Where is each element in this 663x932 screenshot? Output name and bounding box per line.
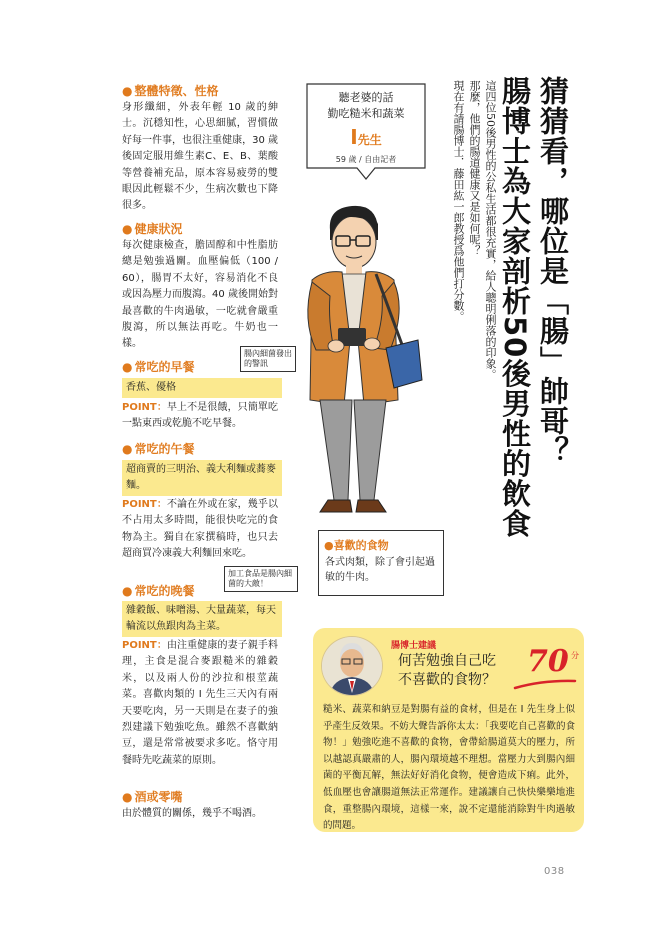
lunch-point: [122, 497, 278, 563]
advice-label: 腸博士建議: [391, 641, 437, 651]
features-text: 身形纖細，外表年輕 10 歲的紳士。沉穩知性，心思細膩，習慣做好每一件事，也很注重健康，30 歲後固定服用維生素C、E、B、葉酸等營養補充品，原本容易疲勞的雙眼因此輕鬆不少，生病次數也下降很多。: [122, 102, 278, 212]
favorite-food-text: 各式肉類，除了會引起過敏的牛肉。: [325, 557, 435, 583]
features-heading: ● 整體特徵、性格: [122, 84, 219, 98]
dinner-heading: ● 常吃的晚餐: [122, 584, 195, 598]
lunch-highlight: 超商賣的三明治、義大利麵或蕎麥麵。: [122, 460, 282, 496]
profile-age-job: 59 歲 / 自由記者: [335, 155, 397, 164]
page-title: [496, 76, 572, 596]
drinks-heading: ● 酒或零嘴: [122, 790, 183, 804]
breakfast-point: [122, 400, 278, 433]
page-number: 038: [544, 866, 565, 877]
health-text: 每次健康檢查，膽固醇和中性脂肪總是勉強過關。血壓偏低（100 / 60），腸胃不太好，容易消化不良或因為壓力而腹瀉。40 歲後開始對最喜歡的牛肉過敏，一吃就會嚴重腹瀉，所以無法再吃。牛奶也一樣。: [122, 240, 278, 350]
breakfast-heading: ● 常吃的早餐: [122, 360, 195, 374]
advice-score: [519, 644, 583, 684]
advice-score-unit: 分: [571, 651, 579, 660]
intro-text: [448, 80, 498, 390]
score-underline: [513, 678, 577, 690]
breakfast-highlight: 香蕉、優格: [122, 378, 282, 398]
lunch-point-text: 不論在外或在家，幾乎以不占用太多時間，能很快吃完的食物為主。獨自在家撰稿時，也只去超商買冷凍義大利麵回來吃。: [122, 499, 278, 560]
profile-name-letter: I: [350, 125, 358, 149]
favorite-food-heading-text: 喜歡的食物: [333, 539, 389, 552]
man-illustration: [290, 200, 430, 530]
advice-panel: [313, 628, 584, 832]
intro-line-1: 這四位50後男性的公私生活都很充實，給人聰明俐落的印象。: [484, 80, 497, 380]
advice-title: 何苦勉強自己吃 不喜歡的食物？: [398, 653, 496, 688]
dinner-highlight: 雜穀飯、味噌湯、大量蔬菜，每天輪流以魚跟肉為主菜。: [122, 601, 282, 637]
intro-line-2: 那麼，他們的腸道健康又是如何呢？: [468, 80, 481, 256]
lunch-point-label: POINT：: [122, 499, 167, 510]
breakfast-point-label: POINT：: [122, 402, 167, 413]
bubble-warning: 腸內細菌發出的警訊: [240, 346, 296, 372]
health-heading: ● 健康狀況: [122, 222, 183, 236]
dinner-point-label: POINT：: [122, 640, 167, 651]
title-line-2: 腸博士為大家剖析50後男性的飲食: [498, 76, 532, 539]
profile-name-suffix: 先生: [357, 133, 382, 147]
bubble-processed: 加工食品是腸內細菌的大敵！: [224, 566, 298, 592]
profile-card: [303, 80, 429, 183]
favorite-food-box: [318, 530, 444, 596]
favorite-food-heading: ●喜歡的食物: [324, 539, 389, 552]
profile-slogan: 聽老婆的話 勤吃糙米和蔬菜: [327, 91, 405, 120]
drinks-text: 由於體質的關係，幾乎不喝酒。: [122, 808, 262, 819]
dinner-point-text: 由注重健康的妻子親手料理，主食是混合麥跟糙米的雜穀米，以及兩人份的沙拉和根莖蔬菜。喜歡肉類的 I 先生三天內有兩天要吃肉，另一天則是在妻子的強烈建議下勉強吃魚。雖然不喜歡納豆，還是常常被要求多吃。恪守用餐時先吃蔬菜的原則。: [122, 640, 278, 766]
profile-name: [307, 125, 425, 149]
advice-score-value: 70: [527, 644, 569, 679]
doctor-photo: [321, 636, 383, 696]
intro-line-3: 現在有請腸博士．藤田紘一郎教授爲他們打分數。: [452, 80, 465, 322]
breakfast-point-text: 早上不是很餓，只簡單吃一點東西或乾脆不吃早餐。: [122, 402, 278, 430]
advice-text: 糙米、蔬菜和納豆是對腸有益的食材，但是在 I 先生身上似乎產生反效果。不妨大聲告訴你太太：「我要吃自己喜歡的食物！」勉強吃進不喜歡的食物，會帶給腸道莫大的壓力，所以越認真嚴肅的人，腸內環境越不理想。當壓力大到腸內細菌的平衡瓦解，無法好好消化食物，便會造成下痢。此外，低血壓也會讓腸道無法正常運作。建議讓自己快快樂樂地進食，重整腸內環境，這樣一來，說不定還能消除對牛肉過敏的問題。: [323, 704, 575, 832]
dinner-point: [122, 638, 278, 769]
title-line-1: 猜猜看，哪位是「腸」帥哥？: [536, 76, 570, 466]
lunch-heading: ● 常吃的午餐: [122, 442, 195, 456]
